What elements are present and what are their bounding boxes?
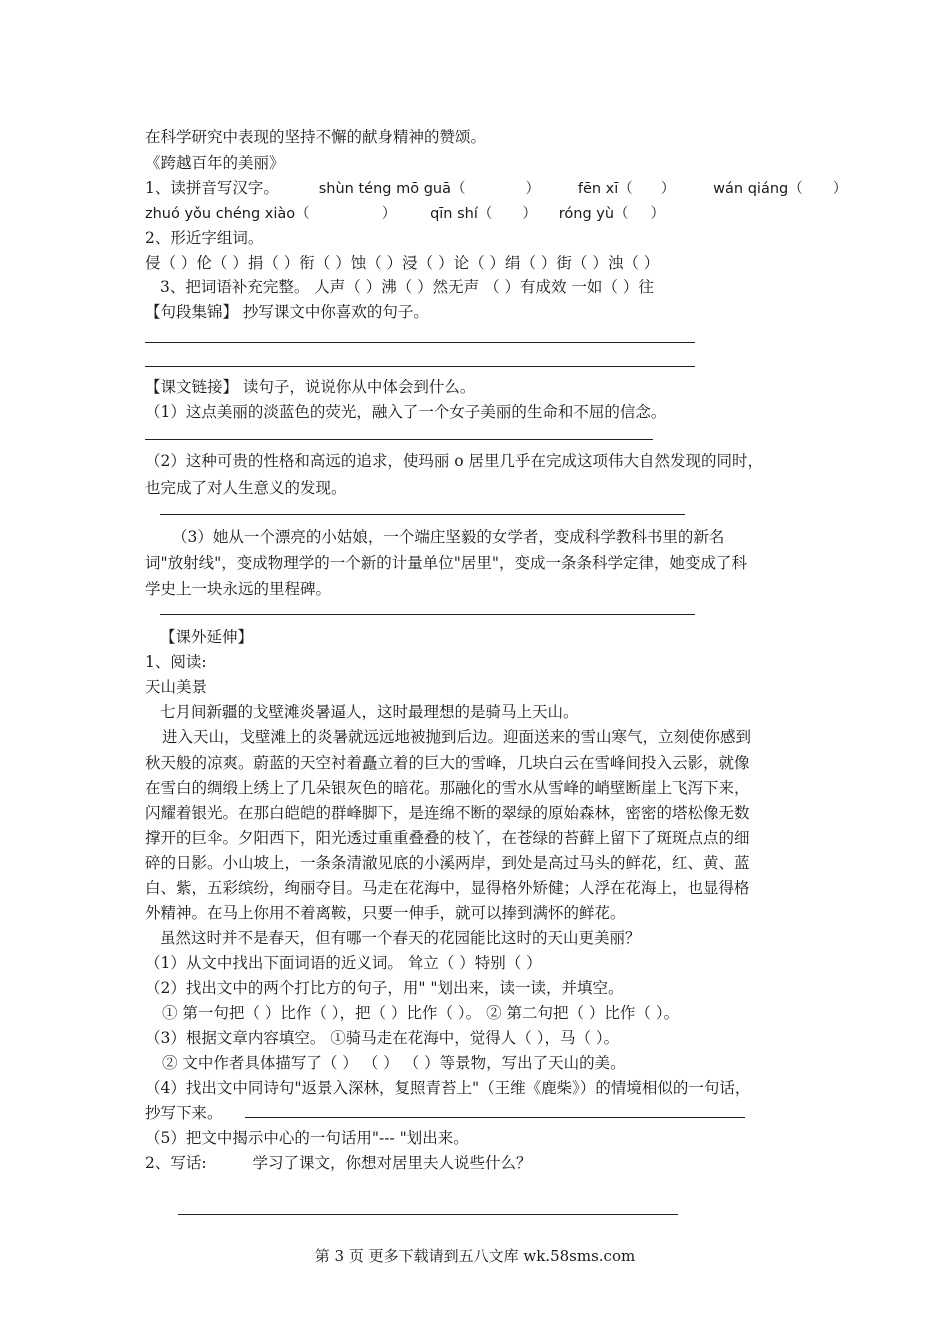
writing-line: [145, 1150, 531, 1176]
paren-close: ）: [525, 181, 540, 197]
passage-line: 进入天山，戈壁滩上的炎暑就远远地被抛到后边。迎面送来的雪山寒气，立刻使你感到: [162, 728, 752, 746]
q2-label: 2、形近字组词。: [145, 229, 264, 247]
paren-close: ）: [522, 206, 537, 222]
passage-line: 秋天般的凉爽。蔚蓝的天空衬着矗立着的巨大的雪峰，几块白云在雪峰间投入云影，就像: [145, 754, 750, 772]
answer-line: [160, 514, 685, 515]
pinyin-item: shùn téng mō guā（: [318, 181, 466, 197]
extension-heading: 【课外延伸】: [160, 628, 254, 646]
paren-close: ）: [650, 206, 666, 222]
paren-close: ）: [381, 206, 397, 222]
passage-line: 外精神。在马上你用不着离鞍，只要一伸手，就可以捧到满怀的鲜花。: [145, 904, 626, 922]
passage-line: 碎的日影。小山坡上，一条条清澈见底的小溪两岸，到处是高过马头的鲜花，红、黄、蓝: [145, 854, 750, 872]
sentence-heading: 【句段集锦】 抄写课文中你喜欢的句子。: [145, 303, 429, 321]
passage-title: 天山美景: [145, 678, 208, 696]
answer-line: [145, 439, 653, 440]
link-sentence-2b: 也完成了对人生意义的发现。: [145, 479, 347, 497]
q1-line: [145, 175, 847, 202]
question-2-sub: ① 第一句把（ ）比作（ ），把（ ）比作（ ）。 ② 第二句把（ ）比作（ ）。: [162, 1004, 680, 1022]
question-2: （2）找出文中的两个打比方的句子，用" "划出来，读一读，并填空。: [145, 979, 624, 997]
paren-close: ）: [832, 181, 848, 197]
answer-line: [178, 1214, 678, 1215]
passage-line: 撑开的巨伞。夕阳西下，阳光透过重重叠叠的枝丫，在苍绿的苔藓上留下了斑斑点点的细: [145, 829, 750, 847]
answer-line: [145, 366, 695, 367]
link-sentence-3c: 学史上一块永远的里程碑。: [145, 580, 332, 598]
pinyin-item: róng yù（: [558, 206, 629, 222]
answer-line: [145, 342, 695, 343]
lesson-title: 《跨越百年的美丽》: [145, 154, 285, 172]
q3-line: 3、把词语补充完整。 人声（ ）沸（ ）然无声 （ ）有成效 一如（ ）往: [160, 278, 654, 296]
question-3: （3）根据文章内容填空。 ①骑马走在花海中，觉得人（ ），马（ ）。: [145, 1029, 620, 1047]
answer-line: [160, 614, 695, 615]
passage-para-3: 虽然这时并不是春天，但有哪一个春天的花园能比这时的天山更美丽？: [160, 929, 641, 947]
question-5: （5）把文中揭示中心的一句话用"--- "划出来。: [145, 1129, 469, 1147]
passage-line: 在雪白的绸缎上绣上了几朵银灰色的暗花。那融化的雪水从雪峰的峭壁断崖上飞泻下来，: [145, 779, 750, 797]
question-4a: （4）找出文中同诗句"返景入深林，复照青苔上"（王维《鹿柴》）的情境相似的一句话，: [145, 1079, 751, 1097]
q1-line2: [145, 200, 665, 227]
link-sentence-3a: （3）她从一个漂亮的小姑娘，一个端庄坚毅的女学者，变成科学教科书里的新名: [172, 528, 725, 546]
pinyin-item: wán qiáng（: [713, 181, 803, 197]
link-sentence-1: （1）这点美丽的淡蓝色的荧光，融入了一个女子美丽的生命和不屈的信念。: [145, 403, 667, 421]
writing-label: 2、写话:: [145, 1154, 207, 1172]
passage-para-1: 七月间新疆的戈壁滩炎暑逼人，这时最理想的是骑马上天山。: [160, 703, 579, 721]
read-label: 1、阅读:: [145, 653, 207, 671]
paren-close: ）: [660, 181, 676, 197]
link-heading: 【课文链接】 读句子，说说你从中体会到什么。: [145, 378, 476, 396]
answer-line: [245, 1117, 745, 1118]
passage-line: 闪耀着银光。在那白皑皑的群峰脚下，是连绵不断的翠绿的原始森林，密密的塔松像无数: [145, 804, 750, 822]
question-1: （1）从文中找出下面词语的近义词。 耸立（ ）特别（ ）: [145, 954, 542, 972]
question-3-sub: ② 文中作者具体描写了（ ） （ ） （ ）等景物，写出了天山的美。: [162, 1054, 626, 1072]
intro-tail: 在科学研究中表现的坚持不懈的献身精神的赞颂。: [145, 128, 487, 146]
page-footer: 第 3 页 更多下载请到五八文库 wk.58sms.com: [314, 1247, 636, 1265]
pinyin-item: zhuó yǒu chéng xiào（: [145, 206, 310, 222]
q2-line: 侵（ ）伦（ ）捐（ ）衔（ ）蚀（ ）浸（ ）论（ ）绢（ ）街（ ）浊（ ）: [145, 254, 660, 272]
link-sentence-2a: （2）这种可贵的性格和高远的追求，使玛丽 o 居里几乎在完成这项伟大自然发现的同时，: [145, 452, 764, 470]
q1-label: 1、读拼音写汉字。: [145, 179, 279, 197]
pinyin-item: qīn shí（: [430, 206, 493, 222]
writing-prompt: 学习了课文，你想对居里夫人说些什么？: [252, 1154, 532, 1172]
link-sentence-3b: 词"放射线"，变成物理学的一个新的计量单位"居里"，变成一条条科学定律，她变成了科: [145, 554, 748, 572]
passage-line: 白、紫，五彩缤纷，绚丽夺目。马走在花海中，显得格外矫健；人浮在花海上，也显得格: [145, 879, 750, 897]
pinyin-item: fēn xī（: [577, 181, 633, 197]
question-4b: 抄写下来。: [145, 1104, 223, 1122]
